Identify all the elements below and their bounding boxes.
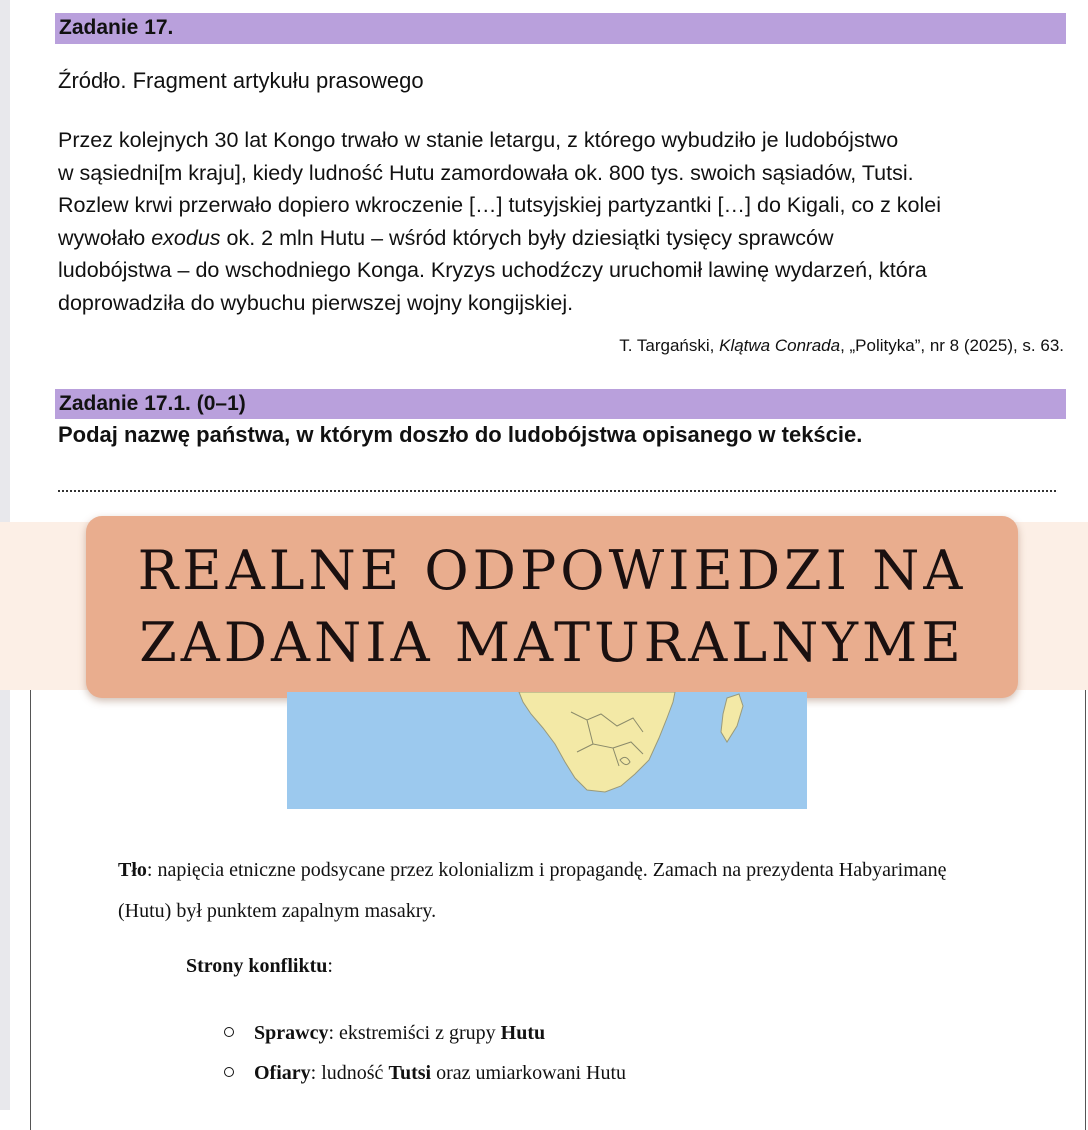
citation-rest: , „Polityka”, nr 8 (2025), s. 63. [840, 336, 1064, 355]
question-text: Podaj nazwę państwa, w którym doszło do ludobójstwa opisanego w tekście. [58, 422, 863, 447]
tlo-text: : napięcia etniczne podsycane przez kolonializm i propagandę. Zamach na prezydenta Habyarimanę (Hutu) był punktem zapalnym masakry. [118, 859, 947, 922]
bullet-bold: Tutsi [388, 1062, 432, 1084]
list-item [224, 1022, 545, 1045]
source-line-part: wywołało [58, 225, 152, 250]
citation-title: Klątwa Conrada [719, 336, 841, 355]
source-line: Rozlew krwi przerwało dopiero wkroczenie […] tutsyjskiej partyzantki […] do Kigali, co z kolei [58, 193, 942, 217]
bullet-circle-icon [224, 1027, 234, 1037]
bullet-tail: oraz umiarkowani Hutu [431, 1062, 627, 1084]
background-note [118, 850, 978, 932]
bullet-bold: Hutu [500, 1022, 546, 1044]
source-text [58, 124, 1068, 319]
source-line [58, 222, 1068, 255]
sides-colon: : [327, 955, 333, 977]
bullet-label: Ofiary [254, 1062, 311, 1084]
bullet-label: Sprawcy [254, 1022, 329, 1044]
promo-banner [86, 516, 1018, 698]
source-line: Przez kolejnych 30 lat Kongo trwało w stanie letargu, z którego wybudziło je ludobójstwo [58, 128, 899, 152]
map-svg [287, 692, 807, 809]
bullet-text: : ekstremiści z grupy [328, 1022, 501, 1044]
banner-line: REALNE ODPOWIEDZI NA [137, 539, 967, 602]
task-header: Zadanie 17. [55, 13, 1066, 44]
banner-line: ZADANIA MATURALNYME [139, 611, 965, 674]
source-line: doprowadziła do wybuchu pierwszej wojny kongijskiej. [58, 290, 574, 315]
africa-map-image [287, 692, 807, 809]
subtask-header: Zadanie 17.1. (0–1) [55, 389, 1066, 419]
source-line: w sąsiedni[m kraju], kiedy ludność Hutu zamordowała ok. 800 tys. swoich sąsiadów, Tutsi. [58, 160, 914, 185]
bullet-circle-icon [224, 1067, 234, 1077]
answer-dotted-line [58, 490, 1056, 492]
tlo-label: Tło [118, 859, 147, 881]
bullet-text: : ludność [310, 1062, 389, 1084]
sides-label: Strony konfliktu [186, 955, 328, 977]
citation [619, 336, 1064, 356]
conflict-sides-heading [186, 955, 333, 978]
source-italic-word: exodus [151, 225, 221, 250]
source-line: ludobójstwa – do wschodniego Konga. Kryzys uchodźczy uruchomił lawinę wydarzeń, która [58, 258, 927, 282]
list-item [224, 1062, 626, 1085]
citation-author: T. Targański, [619, 336, 720, 355]
source-line-part: ok. 2 mln Hutu – wśród których były dziesiątki tysięcy sprawców [220, 225, 834, 250]
source-title: Źródło. Fragment artykułu prasowego [58, 68, 424, 93]
